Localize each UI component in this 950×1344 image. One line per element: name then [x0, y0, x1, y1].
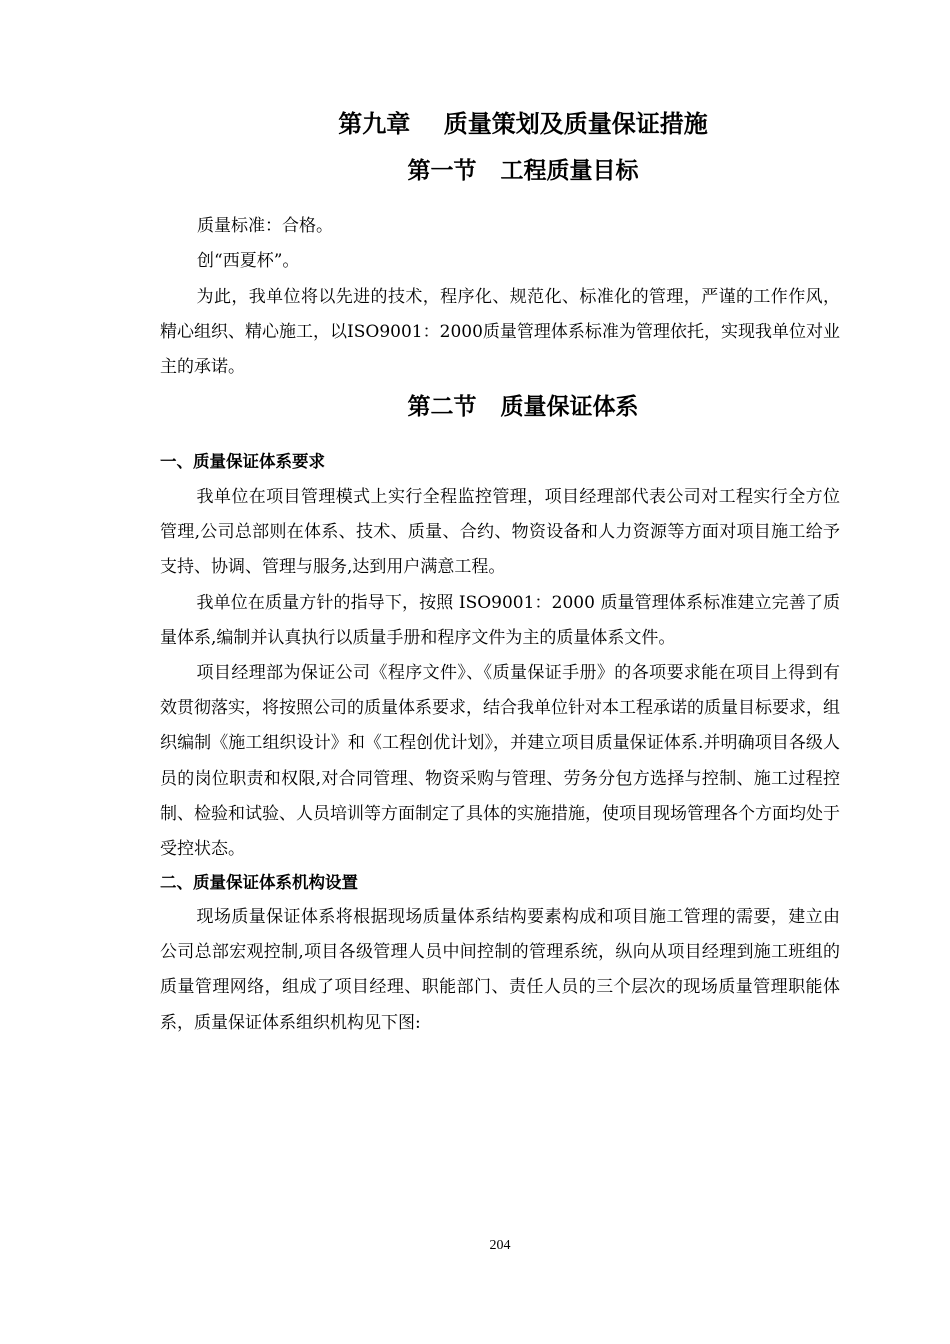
- requirements-paragraph-1: 我单位在项目管理模式上实行全程监控管理，项目经理部代表公司对工程实行全方位管理,公司总部则在体系、技术、质量、合约、物资设备和人力资源等方面对项目施工给予支持、协调、管理与服务,达到用户满意工程。: [160, 487, 840, 578]
- quality-goal-paragraph: 为此，我单位将以先进的技术，程序化、规范化、标准化的管理，严谨的工作作风，精心组织、精心施工，以ISO9001：2000质量管理体系标准为管理依托，实现我单位对业主的承诺。: [160, 287, 840, 378]
- requirements-paragraph-3: 项目经理部为保证公司《程序文件》、《质量保证手册》的各项要求能在项目上得到有效贯彻落实，将按照公司的质量体系要求，结合我单位针对本工程承诺的质量目标要求，组织编制《施工组织设计》和《工程创优计划》，并建立项目质量保证体系.并明确项目各级人员的岗位职责和权限,对合同管理、物资采购与管理、劳务分包方选择与控制、施工过程控制、检验和试验、人员培训等方面制定了具体的实施措施，使项目现场管理各个方面均处于受控状态。: [160, 663, 840, 860]
- subheading-organization-setup: 二、质量保证体系机构设置: [160, 873, 358, 892]
- organization-paragraph-1: 现场质量保证体系将根据现场质量体系结构要素构成和项目施工管理的需要，建立由公司总部宏观控制,项目各级管理人员中间控制的管理系统，纵向从项目经理到施工班组的质量管理网络，组成了项目经理、职能部门、责任人员的三个层次的现场质量管理职能体系，质量保证体系组织机构见下图:: [160, 907, 840, 1033]
- section-title-quality-system: 第二节 质量保证体系: [407, 394, 639, 420]
- section-title-quality-goal: 第一节 工程质量目标: [407, 158, 639, 184]
- quality-standard-line: 质量标准：合格。: [197, 216, 333, 236]
- chapter-title: 第九章 质量策划及质量保证措施: [338, 110, 708, 138]
- award-line: 创“西夏杯”。: [197, 251, 300, 271]
- requirements-paragraph-2: 我单位在质量方针的指导下，按照 ISO9001：2000 质量管理体系标准建立完善了质量体系,编制并认真执行以质量手册和程序文件为主的质量体系文件。: [160, 593, 840, 649]
- page-number: 204: [489, 1238, 511, 1253]
- subheading-system-requirements: 一、质量保证体系要求: [160, 452, 325, 471]
